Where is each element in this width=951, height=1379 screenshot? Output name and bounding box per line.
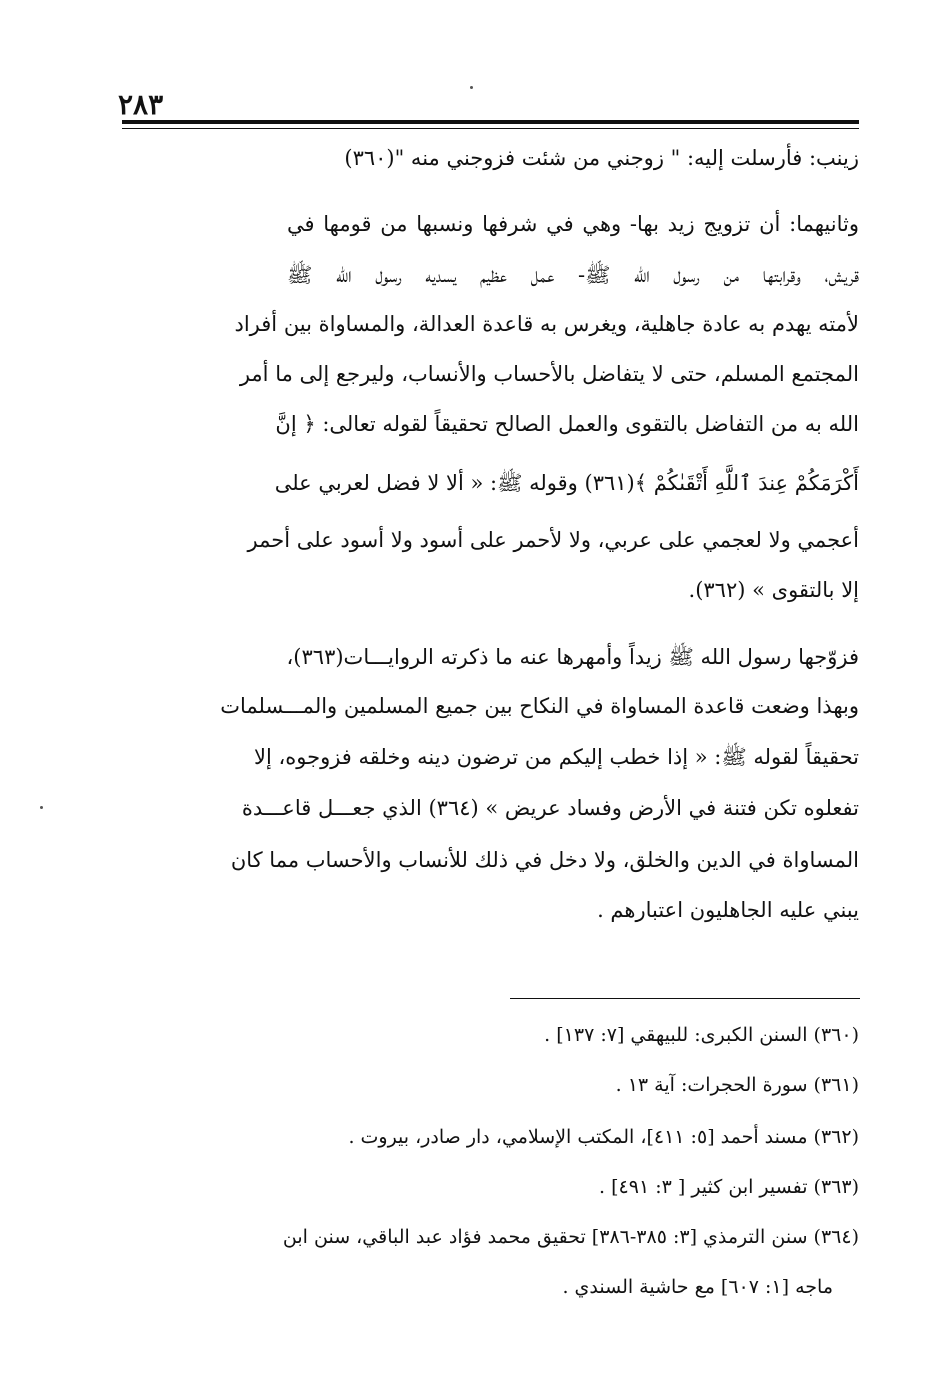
footnote: ماجه [١: ٦٠٧] مع حاشية السندي . [562,1276,833,1298]
text-line: إلا بالتقوى » (٣٦٢). [688,578,859,602]
page-number: ٢٨٣ [118,88,164,121]
text-line: يبني عليه الجاهليون اعتبارهم . [597,898,859,922]
footnote: (٣٦٣) تفسير ابن كثير [ ٣: ٤٩١] . [599,1176,859,1198]
header-rule-thin [122,128,859,129]
text-line: تفعلوه تكن فتنة في الأرض وفساد عريض » (٣٦٤) الذي جعـــل قاعـــدة [241,796,859,820]
footnote: (٣٦٢) مسند أحمد [٥: ٤١١]، المكتب الإسلامي، دار صادر، بيروت . [348,1126,859,1148]
scan-speck [40,806,43,809]
text-line: زينب: فأرسلت إليه: " زوجني من شئت فزوجني منه "(٣٦٠) [344,146,859,170]
text-line: تحقيقاً لقوله ﷺ: « إذا خطب إليكم من ترضون دينه وخلقه فزوجوه، إلا [253,745,859,769]
footnote-rule [510,998,860,999]
text-line: المساواة في الدين والخلق، ولا دخل في ذلك للأنساب والأحساب مما كان [230,848,859,872]
scan-speck [470,86,473,89]
footnote: (٣٦٤) سنن الترمذي [٣: ٣٨٥-٣٨٦] تحقيق محمد فؤاد عبد الباقي، سنن ابن [282,1226,859,1248]
text-line: لأمته يهدم به عادة جاهلية، ويغرس به قاعدة العدالة، والمساواة بين أفراد [234,312,859,336]
text-line: الله به من التفاضل بالتقوى والعمل الصالح تحقيقاً لقوله تعالى: ﴿ إنَّ [275,412,859,436]
text-line: أعجمي ولا لعجمي على عربي، ولا لأحمر على أسود ولا أسود على أحمر [247,528,859,552]
footnote: (٣٦١) سورة الحجرات: آية ١٣ . [615,1074,859,1096]
text-line: وبهذا وضعت قاعدة المساواة في النكاح بين جميع المسلمين والمـــسلمات [220,694,859,718]
footnote: (٣٦٠) السنن الكبرى: للبيهقي [٧: ١٣٧] . [544,1024,859,1046]
header-rule [122,120,859,124]
text-line: المجتمع المسلم، حتى لا يتفاضل بالأحساب والأنساب، وليرجع إلى ما أمر [239,362,859,386]
text-line: فزوّجها رسول الله ﷺ زيداً وأمهرها عنه ما ذكرته الروايـــات(٣٦٣)، [286,645,859,669]
text-line: قريش، وقرابتها من رسول الله ﷺ- عمل عظيم يسديه رسول الله ﷺ [287,263,859,287]
text-line: أَكْرَمَكُمْ عِندَ ٱللَّهِ أَتْقَىٰكُمْ ﴾(٣٦١) وقوله ﷺ: « ألا لا فضل لعربي على [274,471,859,495]
text-line: وثانيهما: أن تزويج زيد بها- وهي في شرفها ونسبها من قومها في [287,212,859,236]
